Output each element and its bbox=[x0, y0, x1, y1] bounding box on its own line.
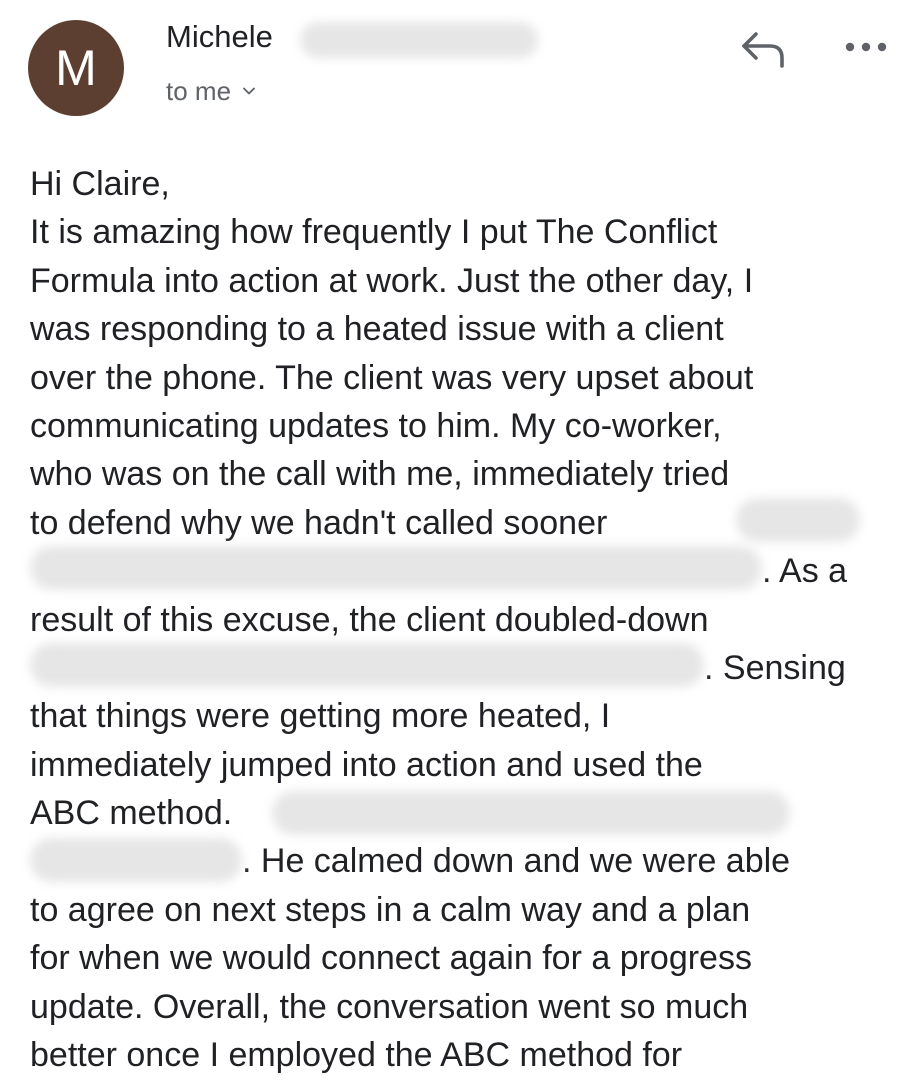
body-line: . He calmed down and we were able bbox=[242, 842, 791, 881]
sender-name[interactable]: Michele bbox=[166, 19, 273, 54]
sender-avatar[interactable]: M bbox=[28, 20, 124, 116]
email-body bbox=[30, 160, 900, 1079]
body-line: for when we would connect again for a progress bbox=[30, 939, 752, 978]
chevron-down-icon bbox=[241, 83, 257, 99]
body-line: to defend why we hadn't called sooner bbox=[30, 503, 608, 542]
body-line: . As a bbox=[762, 552, 848, 591]
body-line: result of this excuse, the client doubled-down bbox=[30, 600, 709, 639]
redacted-text bbox=[736, 498, 860, 542]
body-line: Formula into action at work. Just the other day, I bbox=[30, 261, 754, 300]
redacted-text bbox=[30, 643, 704, 687]
redacted-text bbox=[30, 838, 242, 882]
redacted-text bbox=[272, 791, 790, 835]
body-line: over the phone. The client was very upset about bbox=[30, 358, 754, 397]
redacted-sender-email bbox=[300, 22, 538, 58]
body-line: better once I employed the ABC method for bbox=[30, 1036, 683, 1075]
body-line: was responding to a heated issue with a client bbox=[30, 310, 724, 349]
reply-icon[interactable] bbox=[738, 26, 788, 70]
body-line-greeting: Hi Claire, bbox=[30, 165, 170, 203]
recipient-label: to me bbox=[166, 76, 232, 106]
body-line: . Sensing bbox=[704, 648, 846, 687]
email-header bbox=[0, 0, 914, 150]
body-line: It is amazing how frequently I put The Conflict bbox=[30, 213, 718, 252]
body-line: ABC method. bbox=[30, 794, 233, 833]
body-line: update. Overall, the conversation went so much bbox=[30, 987, 749, 1026]
recipient-toggle[interactable] bbox=[166, 74, 257, 108]
more-options-icon[interactable] bbox=[844, 36, 888, 58]
body-line: to agree on next steps in a calm way and a plan bbox=[30, 890, 751, 929]
body-line: that things were getting more heated, I bbox=[30, 697, 611, 736]
body-line: communicating updates to him. My co-worker, bbox=[30, 406, 722, 445]
redacted-text bbox=[30, 546, 762, 590]
body-line: who was on the call with me, immediately tried bbox=[30, 455, 730, 494]
body-line: immediately jumped into action and used the bbox=[30, 745, 703, 784]
